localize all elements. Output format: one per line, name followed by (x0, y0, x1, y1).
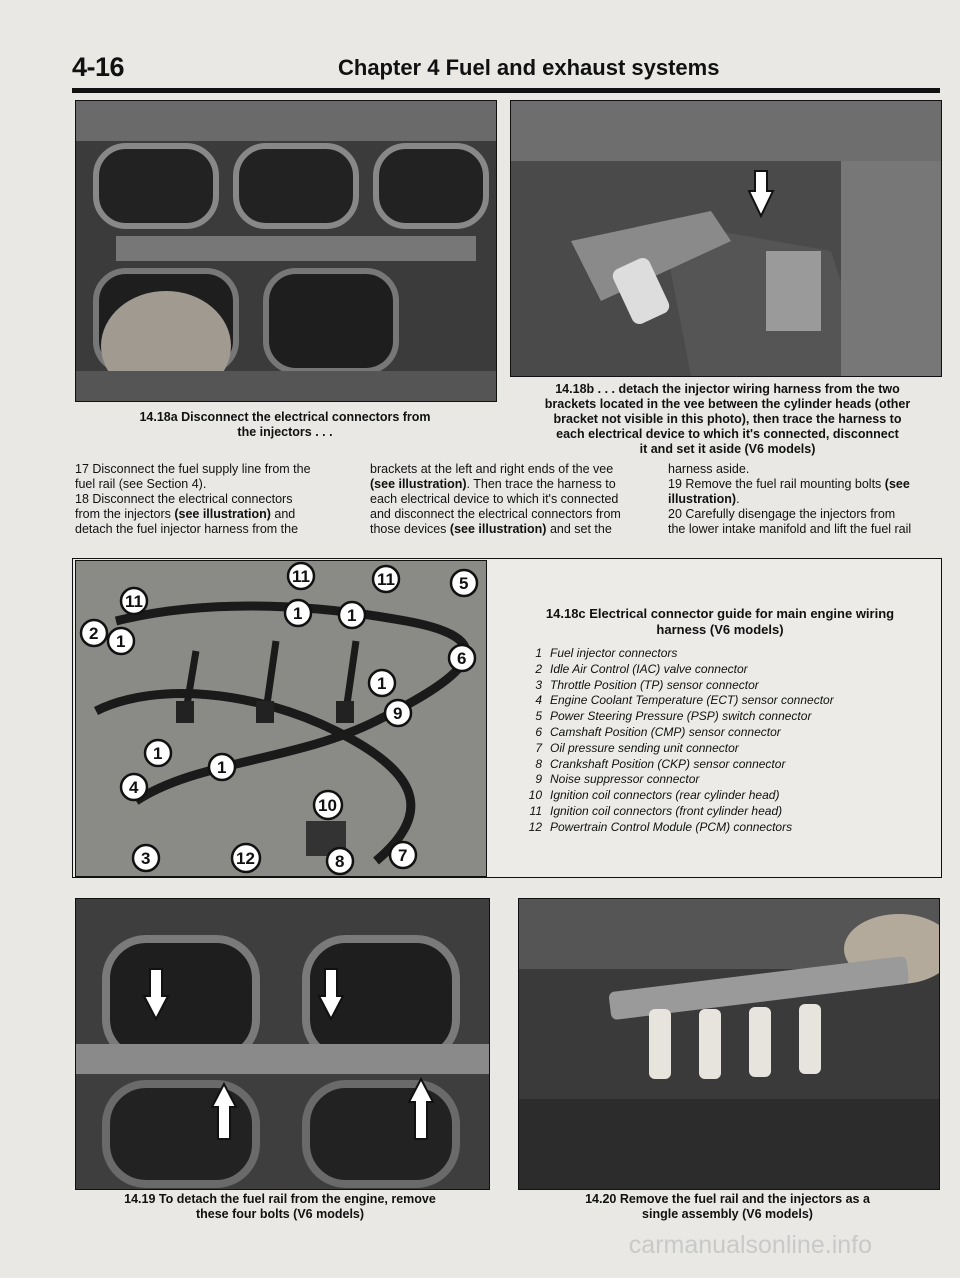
body-text: and (270, 507, 296, 521)
photo-14-19 (75, 898, 490, 1190)
legend-item (510, 788, 930, 804)
caption-14-19 (80, 1192, 480, 1222)
callout-text: 4 (129, 778, 139, 797)
callout-text: 5 (459, 574, 469, 593)
callout-text: 1 (153, 744, 163, 763)
photo-14-18b (510, 100, 942, 377)
legend-number: 11 (529, 803, 542, 818)
callout-text: 6 (457, 649, 467, 668)
body-line: harness aside. (668, 462, 750, 476)
legend-text: Noise suppressor connector (550, 772, 700, 787)
body-text: from the injectors (75, 507, 175, 521)
body-column-3 (668, 462, 940, 537)
legend-item (510, 820, 930, 836)
legend-text: Fuel injector connectors (550, 646, 678, 660)
body-line: 18 Disconnect the electrical connectors (75, 492, 293, 506)
callout-text: 12 (236, 849, 255, 868)
legend-item (510, 709, 930, 725)
callout-text: 3 (141, 849, 151, 868)
callout-text: 10 (318, 796, 337, 815)
chapter-title: Chapter 4 Fuel and exhaust systems (338, 55, 720, 80)
legend-number: 12 (528, 819, 542, 834)
engine-photo-graphic (511, 101, 941, 376)
callout-text: 8 (335, 852, 345, 871)
callout-text: 11 (377, 570, 395, 589)
callout-text: 1 (116, 632, 126, 651)
legend-item (510, 693, 930, 709)
engine-photo-graphic (76, 101, 496, 401)
callout-text: 1 (347, 606, 357, 625)
legend-number: 8 (535, 756, 542, 771)
legend-text: Power Steering Pressure (PSP) switch connector (550, 709, 812, 724)
legend-text: Camshaft Position (CMP) sensor connector (550, 724, 781, 739)
caption-line: 14.19 To detach the fuel rail from the engine, remove (124, 1192, 436, 1206)
legend-number: 4 (535, 693, 542, 708)
legend-text: Powertrain Control Module (PCM) connectors (550, 819, 793, 834)
legend-item (510, 725, 930, 741)
legend-item (510, 646, 930, 662)
body-line: fuel rail (see Section 4). (75, 477, 207, 491)
legend-text: Crankshaft Position (CKP) sensor connector (550, 756, 786, 771)
body-line: and disconnect the electrical connectors from (370, 507, 621, 521)
page-number: 4-16 (72, 52, 125, 82)
photo-14-20 (518, 898, 940, 1190)
callout-text: 1 (217, 758, 227, 777)
fuel-rail-bolts-photo-graphic (76, 899, 489, 1189)
legend-title-14-18c (520, 606, 920, 638)
illustration-reference: (see illustration) (370, 477, 467, 491)
body-line: 17 Disconnect the fuel supply line from the (75, 462, 311, 476)
callout-text: 11 (125, 592, 143, 611)
legend-number: 10 (528, 788, 542, 803)
watermark: carmanualsonline.info (628, 1231, 872, 1259)
photo-14-18c (75, 560, 487, 877)
caption-14-20 (530, 1192, 925, 1222)
legend-number: 3 (535, 677, 542, 692)
legend-number: 1 (535, 646, 542, 660)
callout-text: 1 (377, 674, 387, 693)
legend-number: 5 (535, 709, 542, 724)
illustration-reference: (see illustration) (449, 522, 547, 536)
caption-14-18a (100, 410, 470, 440)
caption-line: it and set it aside (V6 models) (639, 442, 816, 456)
legend-number: 2 (535, 661, 542, 676)
caption-line: 14.20 Remove the fuel rail and the injectors as a (585, 1192, 870, 1206)
body-line: each electrical device to which it's connected (370, 492, 619, 506)
body-line (370, 522, 640, 537)
caption-14-18b (525, 382, 930, 457)
legend-text: Idle Air Control (IAC) valve connector (550, 661, 748, 676)
legend-number: 9 (535, 772, 542, 787)
body-text: . Then trace the harness to (466, 477, 616, 491)
callout-text: 11 (292, 567, 310, 586)
illustration-reference: illustration) (668, 492, 737, 506)
caption-line: 14.18a Disconnect the electrical connectors from (139, 410, 431, 424)
legend-number: 6 (535, 724, 542, 739)
legend-title-line: 14.18c Electrical connector guide for main engine wiring (545, 606, 895, 621)
fuel-rail-removal-photo-graphic (519, 899, 939, 1189)
body-line (370, 477, 640, 492)
caption-line: these four bolts (V6 models) (195, 1207, 365, 1221)
body-text: and set the (546, 522, 612, 536)
legend-item (510, 772, 930, 788)
legend-text: Oil pressure sending unit connector (550, 740, 739, 755)
header-rule (72, 88, 940, 93)
body-line: brackets at the left and right ends of the vee (370, 462, 614, 476)
illustration-reference: (see (884, 477, 910, 491)
body-line (668, 477, 940, 492)
harness-diagram (76, 561, 486, 876)
caption-line: bracket not visible in this photo), then trace the harness to (553, 412, 902, 426)
legend-item (510, 741, 930, 757)
caption-line: the injectors . . . (237, 425, 333, 439)
legend-list-14-18c (510, 646, 930, 836)
body-line (75, 507, 345, 522)
body-line: 20 Carefully disengage the injectors from (668, 507, 896, 521)
callout-text: 1 (293, 604, 303, 623)
legend-text: Throttle Position (TP) sensor connector (550, 677, 759, 692)
body-text: those devices (370, 522, 450, 536)
legend-item (510, 678, 930, 694)
legend-text: Ignition coil connectors (rear cylinder head) (550, 788, 780, 803)
body-text: 19 Remove the fuel rail mounting bolts (668, 477, 885, 491)
callout-text: 9 (393, 704, 403, 723)
body-text: . (736, 492, 740, 506)
callout-text: 2 (89, 624, 99, 643)
caption-line: brackets located in the vee between the cylinder heads (other (544, 397, 911, 411)
legend-title-line: harness (V6 models) (656, 622, 784, 637)
body-column-1 (75, 462, 345, 537)
callout-text: 7 (398, 846, 408, 865)
legend-text: Ignition coil connectors (front cylinder head) (550, 803, 783, 818)
illustration-reference: (see illustration) (174, 507, 271, 521)
body-column-2 (370, 462, 640, 537)
caption-line: 14.18b . . . detach the injector wiring harness from the two (555, 382, 900, 396)
caption-line: single assembly (V6 models) (642, 1207, 813, 1221)
legend-item (510, 804, 930, 820)
legend-item (510, 662, 930, 678)
caption-line: each electrical device to which it's connected, disconnect (556, 427, 899, 441)
body-line: the lower intake manifold and lift the fuel rail (668, 522, 912, 536)
photo-14-18a (75, 100, 497, 402)
body-line (668, 492, 940, 507)
legend-text: Engine Coolant Temperature (ECT) sensor connector (550, 693, 834, 708)
legend-item (510, 757, 930, 773)
legend-number: 7 (535, 740, 542, 755)
body-line: detach the fuel injector harness from the (75, 522, 299, 536)
